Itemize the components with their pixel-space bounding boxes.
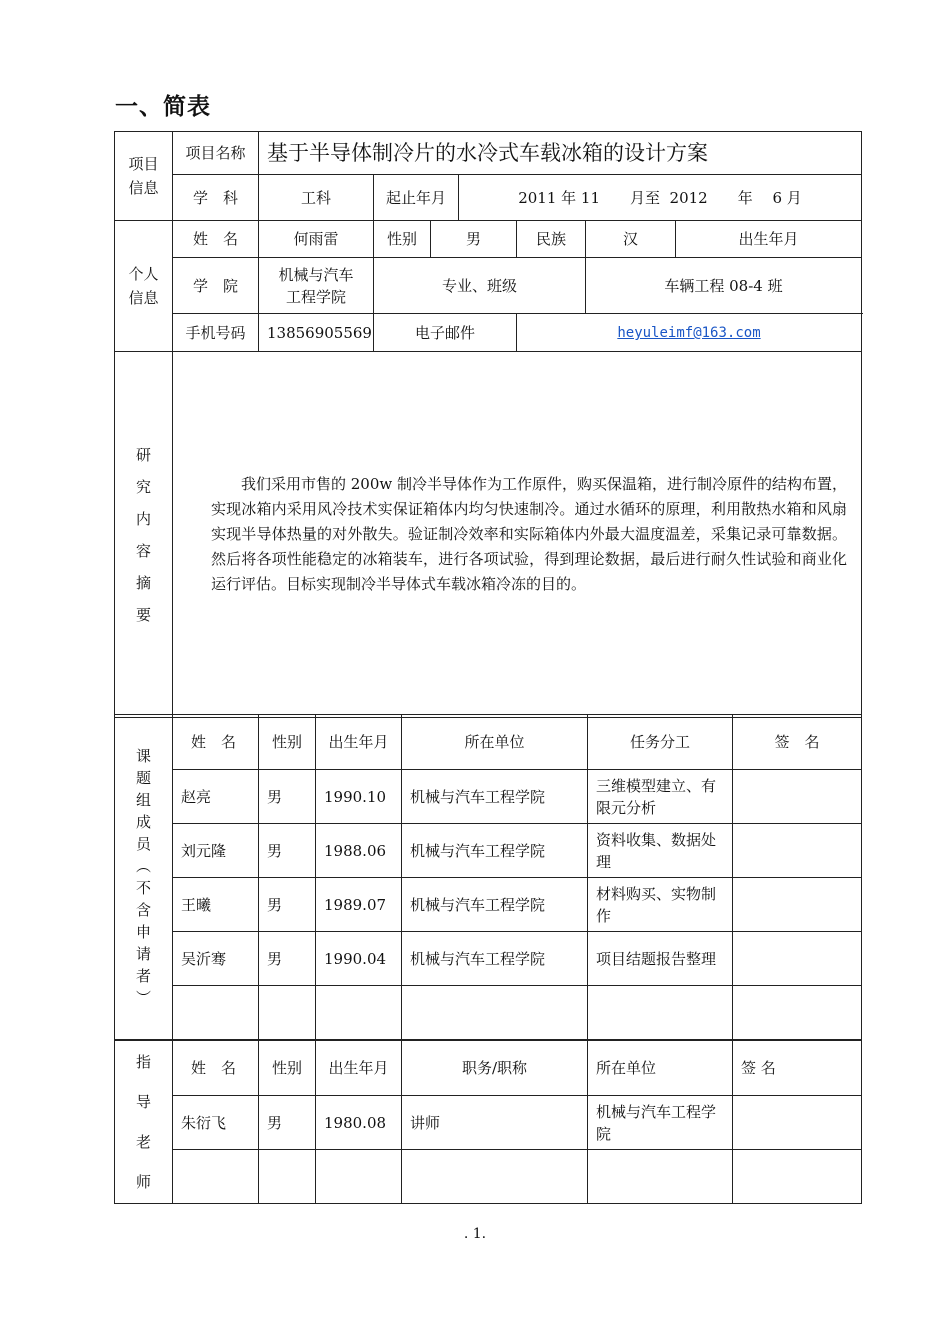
member-unit [402,986,588,1040]
members-section-label [115,715,173,1040]
email-label: 电子邮件 [374,314,517,352]
subject-label: 学 科 [173,175,259,221]
advisor-name [173,1150,259,1204]
section-label-char: 信息 [128,289,159,307]
college-label: 学 院 [173,258,259,314]
project-name-value: 基于半导体制冷片的水冷式车载冰箱的设计方案 [259,132,862,175]
email-link[interactable]: heyuleimf@163.com [617,325,761,341]
research-abstract: 我们采用市售的 200w 制冷半导体作为工作原件，购买保温箱，进行制冷原件的结构布置，实现冰箱内采用风冷技术实保证箱体内均匀快速制冷。通过水循环的原理，利用散热水箱和风扇实现半导体热量的对外散失。验证制冷效率和实际箱体内外最大温度温差，采集记录可靠数据。然后将各项性能稳定的冰箱装车，进行各项试验，得到理论数据，最后进行耐久性试验和商业化运行评估。目标实现制冷半导体式车载冰箱冷冻的目的。 [173,352,862,718]
phone-value: 13856905569 [259,314,374,352]
member-task: 项目结题报告整理 [588,932,733,986]
member-row [115,878,862,932]
member-birth: 1988.06 [316,824,402,878]
advisor-sign [733,1150,862,1204]
advisors-header-gender: 性别 [259,1041,316,1096]
member-sign [733,824,862,878]
advisors-header-name: 姓 名 [173,1041,259,1096]
advisor-title [402,1150,588,1204]
member-row [115,932,862,986]
project-name-label: 项目名称 [173,132,259,175]
advisors-header-unit: 所在单位 [588,1041,733,1096]
page-heading: 一、简表 [115,94,211,120]
member-gender: 男 [259,932,316,986]
section-label-char: 组 [135,791,151,809]
member-birth: 1990.04 [316,932,402,986]
birth-label: 出生年月 [676,221,862,258]
advisors-table [114,1040,861,1204]
member-task: 资料收集、数据处理 [588,824,733,878]
advisor-unit: 机械与汽车工程学院 [588,1096,733,1150]
section-label-char: 内 [135,509,151,528]
page-number: . 1. [463,1226,487,1242]
gender-value: 男 [431,221,517,258]
member-unit: 机械与汽车工程学院 [402,824,588,878]
major-label: 专业、班级 [374,258,586,314]
ethnicity-label: 民族 [517,221,586,258]
section-label-char: 申 [135,923,151,941]
member-sign [733,878,862,932]
section-label-char: 指 [135,1053,151,1071]
section-label-char: 要 [135,605,151,624]
advisor-gender [259,1150,316,1204]
section-label-char: ︵ [135,857,151,875]
member-sign [733,932,862,986]
phone-label: 手机号码 [173,314,259,352]
section-label-char: 容 [135,541,151,560]
period-value: 2011 年 11 月至 2012 年 6 月 [459,175,862,221]
section-label-char: 题 [135,769,151,787]
personal-section-label [115,221,173,352]
member-name: 吴沂骞 [173,932,259,986]
section-label-char: 究 [135,477,151,496]
member-task: 三维模型建立、有限元分析 [588,770,733,824]
applicant-name-label: 姓 名 [173,221,259,258]
members-header-gender: 性别 [259,715,316,770]
section-label-char: 个人 [128,265,159,283]
member-birth [316,986,402,1040]
section-label-char: 摘 [135,573,151,592]
section-label-char: 成 [135,813,151,831]
section-label-char: 师 [135,1173,151,1191]
member-row [115,986,862,1040]
section-label-char: 者 [135,967,151,985]
advisors-header-title: 职务/职称 [402,1041,588,1096]
research-section-label [115,352,173,718]
gender-label: 性别 [374,221,431,258]
section-label-char: 含 [135,901,151,919]
member-gender: 男 [259,878,316,932]
member-task [588,986,733,1040]
member-name: 王曦 [173,878,259,932]
advisor-gender: 男 [259,1096,316,1150]
member-sign [733,986,862,1040]
member-gender: 男 [259,824,316,878]
members-table [114,714,861,1040]
advisor-row [115,1096,862,1150]
member-unit: 机械与汽车工程学院 [402,932,588,986]
advisor-title: 讲师 [402,1096,588,1150]
member-sign [733,770,862,824]
advisor-row [115,1150,862,1204]
advisor-name: 朱衍飞 [173,1096,259,1150]
member-gender [259,986,316,1040]
member-gender: 男 [259,770,316,824]
advisors-header-sign: 签 名 [733,1041,862,1096]
applicant-name-value: 何雨雷 [259,221,374,258]
members-header-name: 姓 名 [173,715,259,770]
section-label-char: 导 [135,1093,151,1111]
member-row [115,824,862,878]
member-unit: 机械与汽车工程学院 [402,878,588,932]
major-value: 车辆工程 08-4 班 [586,258,862,314]
advisors-section-label [115,1041,173,1204]
section-label-char: 不 [135,879,151,897]
section-label-char: 老 [135,1133,151,1151]
subject-value: 工科 [259,175,374,221]
form-upper [114,131,861,718]
project-section-label [115,132,173,221]
members-header-birth: 出生年月 [316,715,402,770]
section-label-char: ︶ [135,989,151,1007]
section-label-char: 课 [135,747,151,765]
advisor-birth: 1980.08 [316,1096,402,1150]
member-name: 赵亮 [173,770,259,824]
members-header-sign: 签 名 [733,715,862,770]
member-task: 材料购买、实物制作 [588,878,733,932]
ethnicity-value: 汉 [586,221,676,258]
period-label: 起止年月 [374,175,459,221]
members-header-task: 任务分工 [588,715,733,770]
section-label-char: 请 [135,945,151,963]
member-birth: 1990.10 [316,770,402,824]
advisors-header-birth: 出生年月 [316,1041,402,1096]
section-label-char: 信息 [128,179,159,197]
section-label-char: 项目 [128,155,159,173]
advisor-unit [588,1150,733,1204]
section-label-char: 研 [135,445,151,464]
advisor-sign [733,1096,862,1150]
member-row [115,770,862,824]
email-cell [517,314,862,352]
advisor-birth [316,1150,402,1204]
college-value: 机械与汽车工程学院 [259,258,374,314]
member-unit: 机械与汽车工程学院 [402,770,588,824]
member-name: 刘元隆 [173,824,259,878]
section-label-char: 员 [135,835,151,853]
members-header-unit: 所在单位 [402,715,588,770]
member-birth: 1989.07 [316,878,402,932]
member-name [173,986,259,1040]
